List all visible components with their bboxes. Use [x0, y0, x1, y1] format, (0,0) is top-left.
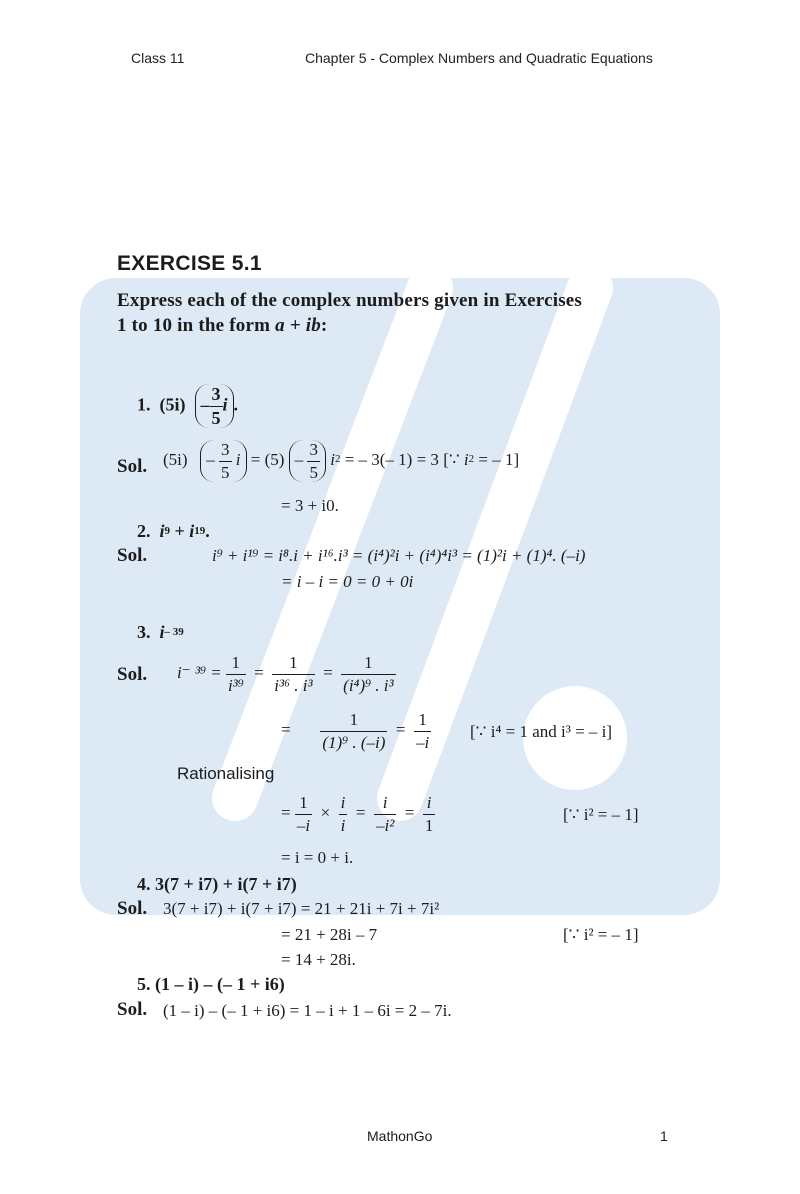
solution-4-line-1: 3(7 + i7) + i(7 + i7) = 21 + 21i + 7i + 7i²: [163, 899, 440, 918]
sol-label-5: Sol.: [117, 999, 148, 1020]
solution-5-line-1: (1 – i) – (– 1 + i6) = 1 – i + 1 – 6i = 2 – 7i.: [163, 1001, 452, 1020]
solution-1-line-1: (5i) – $\frac{3}{5}$ i = (5) – $\frac{3}{5}$ $i^2$ = – 3(– 1) = 3 [∵ $i^2$ = – 1]: [163, 440, 520, 482]
solution-2-line-2: = i – i = 0 = 0 + 0i: [281, 572, 414, 591]
question-1: 1. (5i) – $\frac{3}{5}$ i .: [137, 384, 239, 428]
solution-4-line-2: = 21 + 28i – 7: [281, 925, 378, 944]
solution-3-line-2: = $\frac{1}{\text{(1)⁹ . (–i)}}$ = $\frac{1}{-i}$: [281, 710, 430, 752]
solution-3-line-3: = $\frac{1}{-i}$ × $\frac{i}{i}$ = $\frac{i}{\text{–i²}}$ = $\frac{i}{1}$: [281, 793, 434, 835]
solution-3-final: = i = 0 + i.: [281, 848, 354, 867]
sol-label-4: Sol.: [117, 898, 148, 919]
question-5: 5. (1 – i) – (– 1 + i6): [137, 974, 285, 994]
question-2: 2. $i^9 + i^{19}$.: [137, 521, 210, 541]
header-class: Class 11: [131, 50, 185, 66]
page-number: 1: [660, 1128, 668, 1144]
solution-2-line-1: i⁹ + i¹⁹ = i⁸.i + i¹⁶.i³ = (i⁴)²i + (i⁴)⁴i³ = (1)²i + (1)⁴. (–i): [212, 546, 586, 565]
question-3: 3. $i^{- 39}$: [137, 622, 184, 642]
sol-label-2: Sol.: [117, 545, 148, 566]
intro-line-1: Express each of the complex numbers given in Exercises: [117, 290, 583, 311]
sol-label-1: Sol.: [117, 456, 148, 477]
sol-label-3: Sol.: [117, 664, 148, 685]
solution-4-reason: [∵ i² = – 1]: [563, 925, 639, 944]
rationalising-label: Rationalising: [177, 764, 275, 783]
solution-4-line-3: = 14 + 28i.: [281, 950, 356, 969]
intro-line-2: 1 to 10 in the form a + ib:: [117, 315, 328, 336]
header-chapter: Chapter 5 - Complex Numbers and Quadratic Equations: [305, 50, 653, 66]
solution-3-reason: [∵ i⁴ = 1 and i³ = – i]: [470, 722, 613, 741]
footer-brand: MathonGo: [367, 1128, 433, 1144]
solution-3-reason-2: [∵ i² = – 1]: [563, 805, 639, 824]
exercise-title: EXERCISE 5.1: [117, 252, 262, 275]
solution-3-line-1: i⁻ ³⁹ = $\frac{1}{\text{i³⁹}}$ = $\frac{1}{\text{i³⁶ . i³}}$ = $\frac{1}{\text{(i⁴)⁹ . i³}}$: [177, 653, 394, 695]
solution-1-line-2: = 3 + i0.: [281, 496, 339, 515]
question-4: 4. 3(7 + i7) + i(7 + i7): [137, 874, 297, 894]
